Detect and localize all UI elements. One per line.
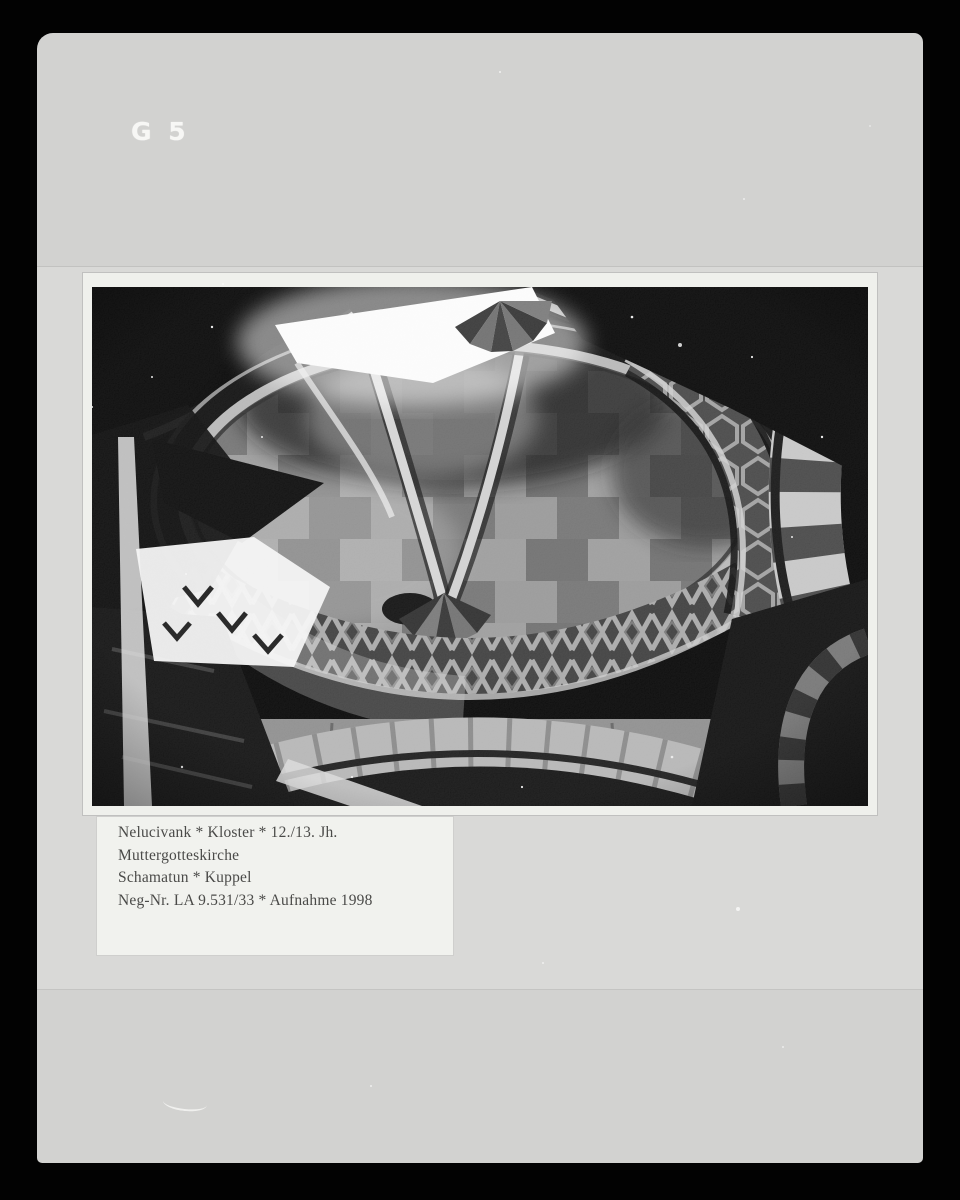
- caption-line: Neg-Nr. LA 9.531/33 * Aufnahme 1998: [118, 891, 373, 909]
- caption-line: Nelucivank * Kloster * 12./13. Jh.: [118, 824, 338, 841]
- caption-line: Schamatun * Kuppel: [118, 869, 252, 887]
- photo-mat: [83, 273, 877, 815]
- caption-card: [97, 817, 453, 955]
- archive-mount-card: [37, 33, 923, 1163]
- caption-line: Muttergotteskirche: [118, 846, 240, 864]
- scratch-mark: [162, 1093, 207, 1114]
- dome-photograph: [92, 287, 868, 806]
- dust-specks: [37, 33, 39, 35]
- dome-photo-illustration: [92, 287, 868, 806]
- shelf-mark: G 5: [131, 117, 190, 146]
